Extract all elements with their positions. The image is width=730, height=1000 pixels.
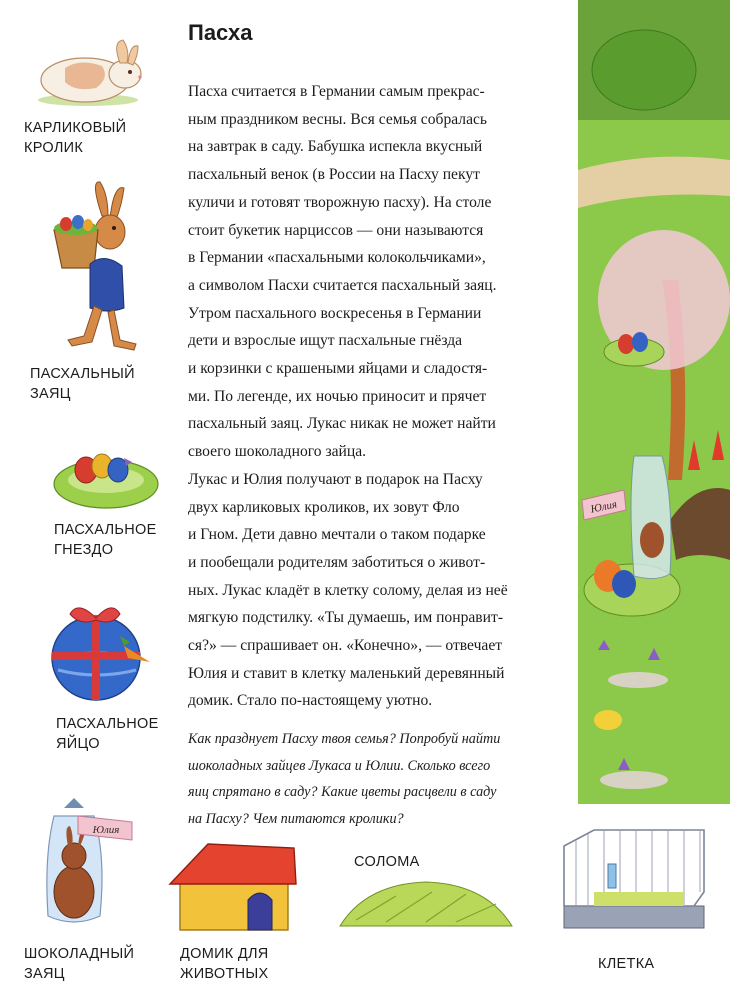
story-line: дети и взрослые ищут пасхальные гнёзда (188, 332, 463, 350)
bunny-ear (95, 182, 108, 216)
straw-pile (340, 882, 512, 926)
chocolate-body (54, 866, 94, 918)
animal-house-illustration (168, 836, 300, 936)
question-line: шоколадных зайцев Лукаса и Юлии. Сколько всего (188, 757, 491, 774)
story-text (188, 78, 568, 715)
house-door (248, 893, 272, 930)
label-line: КЛЕТКА (598, 956, 655, 972)
chocolate-bunny-bag (631, 456, 671, 579)
label-line: ПАСХАЛЬНЫЙ (30, 366, 135, 382)
rabbit-nose (138, 75, 141, 78)
bush (592, 30, 696, 110)
story-line: ным праздником весны. Вся семья собралась (188, 110, 488, 128)
label-line: ЯЙЦО (56, 736, 100, 752)
story-line: пасхальный венок (в России на Пасху пекут (188, 166, 480, 184)
story-line: и корзинки с крашеными яйцами и сладостя- (188, 360, 488, 378)
story-line: своего шоколадного зайца. (188, 443, 367, 461)
label-line: ШОКОЛАДНЫЙ (24, 946, 135, 962)
label-line: ПАСХАЛЬНОЕ (54, 522, 157, 538)
animal-house-label (180, 944, 269, 984)
garden-name-tag-text: Юлия (589, 498, 619, 516)
story-line: мягкую подстилку. «Ты думаешь, им понравит- (188, 609, 504, 627)
story-line: ми. По легенде, их ночью приносит и прячет (188, 387, 487, 405)
easter-bunny-illustration (44, 180, 144, 355)
bunny-eye (112, 226, 116, 230)
question-line: яиц спрятано в саду? Какие цветы расцвели в саду (188, 784, 497, 800)
easter-nest-illustration (50, 440, 162, 512)
story-line: Лукас и Юлия получают в подарок на Пасху (188, 470, 483, 488)
question-line: на Пасху? Чем питаются кролики? (188, 810, 404, 827)
house-roof (170, 844, 296, 884)
story-line: домик. Стало по-настоящему уютно. (188, 692, 433, 710)
question-line: Как празднует Пасху твоя семья? Попробуй найти (188, 731, 501, 747)
story-line: ных. Лукас кладёт в клетку солому, делая из неё (188, 581, 508, 599)
story-line: Утром пасхального воскресенья в Германии (188, 304, 482, 322)
stepping-stone (608, 672, 668, 688)
story-line: и пообещали родителям заботиться о живот- (188, 553, 486, 571)
bag-tie (64, 798, 84, 808)
label-line: ЗАЯЦ (30, 386, 71, 402)
story-line: и Гном. Дети давно мечтали о таком подарке (188, 526, 486, 544)
story-line: в Германии «пасхальными колокольчиками», (188, 249, 486, 267)
egg-yellow (83, 219, 93, 231)
story-line: стоит букетик нарциссов — они называются (188, 221, 484, 239)
label-line: ЗАЯЦ (24, 966, 65, 982)
easter-nest-label (54, 520, 157, 560)
dwarf-rabbit-label (24, 118, 126, 158)
cage-base (564, 906, 704, 928)
easter-egg-illustration (40, 596, 160, 708)
garden-scene (578, 0, 730, 804)
rabbit-eye (128, 70, 132, 74)
rabbit-ear (128, 46, 138, 65)
chick (594, 710, 622, 730)
cage-label (598, 954, 654, 974)
bunny-head (95, 215, 125, 249)
label-line: ЖИВОТНЫХ (180, 966, 269, 982)
story-line: куличи и готовят творожную пасху). На столе (188, 193, 492, 211)
story-line: на завтрак в саду. Бабушка испекла вкусный (188, 138, 483, 156)
egg-blue (632, 332, 648, 352)
cage-straw (594, 892, 684, 906)
dwarf-rabbit-illustration (30, 30, 150, 110)
straw-illustration (336, 874, 516, 934)
bunny-leg (68, 306, 102, 346)
cage-illustration (554, 826, 714, 936)
label-line: КРОЛИК (24, 140, 84, 156)
story-paragraph (188, 78, 568, 715)
straw-label (354, 852, 420, 872)
story-line: пасхальный заяц. Лукас никак не может найти (188, 415, 496, 433)
label-line: ДОМИК ДЛЯ (180, 946, 269, 962)
story-line: Пасха считается в Германии самым прекрас- (188, 83, 485, 100)
water-bottle (608, 864, 616, 888)
label-line: ПАСХАЛЬНОЕ (56, 716, 159, 732)
egg-red (60, 217, 72, 231)
egg-red (618, 334, 634, 354)
label-line: ГНЕЗДО (54, 542, 114, 558)
stepping-stone (600, 771, 668, 789)
rabbit-head (109, 60, 141, 88)
page-title: Пасха (188, 20, 253, 45)
ribbon-bow (70, 608, 120, 622)
rabbit-ear (117, 40, 128, 63)
rabbit-spot (65, 62, 105, 89)
questions-block (188, 726, 568, 832)
name-tag-text: Юлия (92, 824, 120, 836)
label-line: КАРЛИКОВЫЙ (24, 120, 127, 136)
chocolate-bunny (640, 522, 664, 558)
egg-blue (612, 570, 636, 598)
bunny-pants (90, 258, 124, 311)
story-line: ся?» — спрашивает он. «Конечно», — отвечает (188, 637, 503, 655)
bunny-leg (108, 310, 136, 350)
egg-blue (72, 215, 84, 229)
label-line: СОЛОМА (354, 854, 420, 870)
chocolate-bunny-illustration (34, 796, 142, 932)
chocolate-bunny-label (24, 944, 134, 984)
chocolate-head (62, 843, 86, 869)
story-line: а символом Пасхи считается пасхальный заяц. (188, 276, 497, 294)
story-line: Юлия и ставит в клетку маленький деревянный (188, 664, 505, 682)
easter-egg-label (56, 714, 159, 754)
easter-bunny-label (30, 364, 135, 404)
story-line: двух карликовых кроликов, их зовут Фло (188, 498, 460, 516)
